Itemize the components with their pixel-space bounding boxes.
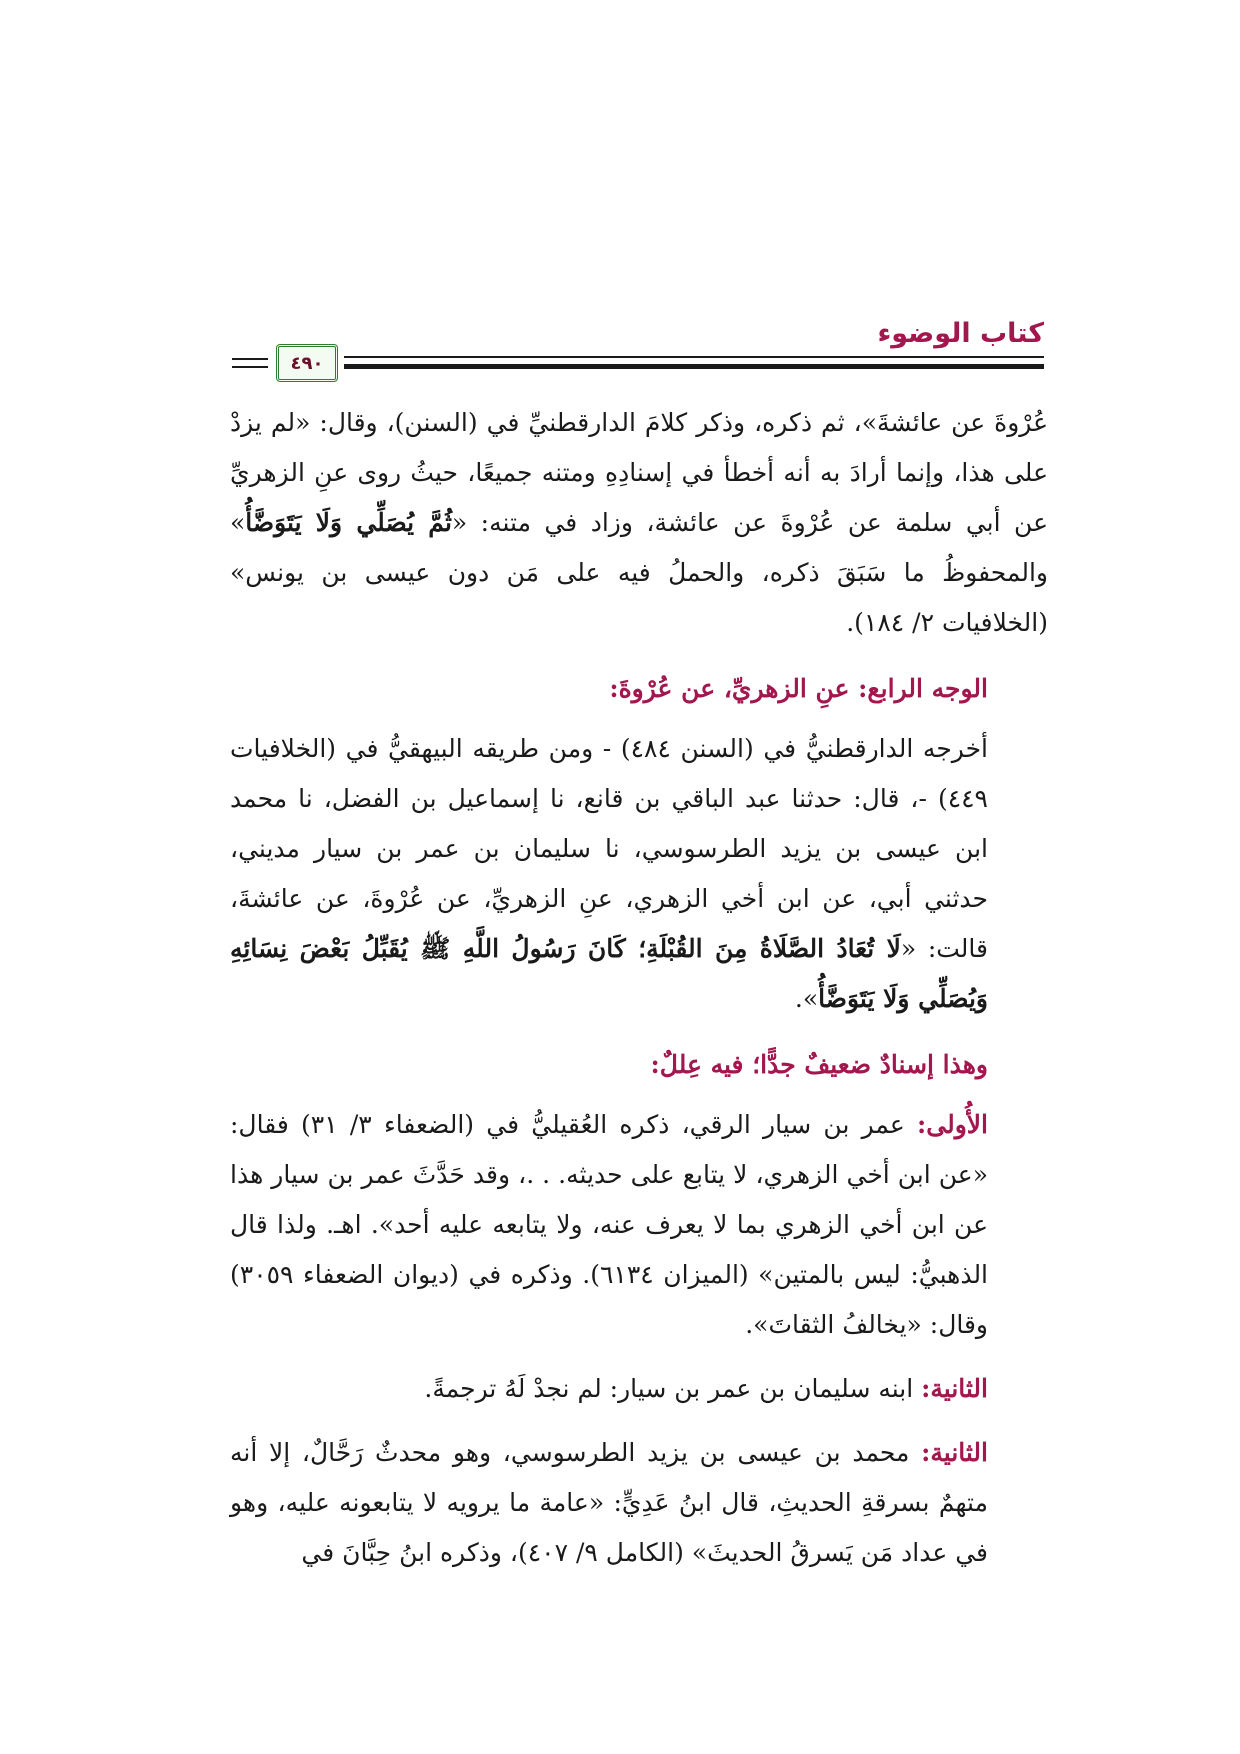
section-heading-fourth-aspect: الوجه الرابع: عنِ الزهريِّ، عن عُرْوةَ: (609, 674, 988, 703)
paragraph-5-text: محمد بن عيسى بن يزيد الطرسوسي، وهو محدثٌ رَحَّالٌ، إلا أنه متهمٌ بسرقةِ الحديثِ، قال ابنُ عَدِيٍّ: «عامة ما يرويه لا يتابعونه عليه، وهو في عداد مَن يَسرقُ الحديثَ» (الكامل ٩/ ٤٠٧)، وذكره ابنُ حِبَّانَ في (230, 1438, 988, 1567)
paragraph-2-quote: لَا تُعَادُ الصَّلَاةُ مِنَ القُبْلَةِ؛ كَانَ رَسُولُ اللَّهِ ﷺ يُقَبِّلُ بَعْضَ نِسَائِهِ وَيُصَلِّي وَلَا يَتَوَضَّأُ (230, 934, 988, 1013)
paragraph-1-text-b: » والمحفوظُ ما سَبَقَ ذكره، والحملُ فيه على مَن دون عيسى بن يونس» (الخلافيات ٢/ ١٨٤). (230, 508, 1048, 637)
header-rule-left-top (232, 358, 268, 360)
page-number: ٤٩٠ (290, 352, 324, 374)
paragraph-2-text-a: أخرجه الدارقطنيُّ في (السنن ٤٨٤) - ومن طريقه البيهقيُّ في (الخلافيات ٤٤٩) -، قال: حدثنا عبد الباقي بن قانع، نا إسماعيل بن الفضل، نا محمد ابن عيسى بن يزيد الطرسوسي، نا سليمان بن عمر بن سيار مديني، حدثني أبي، عن ابن أخي الزهري، عنِ الزهريِّ، عن عُرْوةَ، عن عائشةَ، قالت: « (230, 734, 988, 963)
paragraph-4-text: ابنه سليمان بن عمر بن سيار: لم نجدْ لَهُ ترجمةً. (424, 1374, 922, 1403)
paragraph-2-text-b: ». (794, 984, 819, 1013)
paragraph-1-quote: ثُمَّ يُصَلِّي وَلَا يَتَوَضَّأُ (245, 508, 452, 537)
paragraph-5-label: الثانية: (921, 1438, 988, 1467)
header-rule-left-bottom (232, 366, 268, 368)
paragraph-3 (230, 1100, 1048, 1350)
paragraph-1-text-a: عُرْوةَ عن عائشةَ»، ثم ذكره، وذكر كلامَ الدارقطنيِّ في (السنن)، وقال: «لم يزدْ على هذا، وإنما أرادَ به أنه أخطأ في إسنادِهِ ومتنه جميعًا، حيثُ روى عنِ الزهريِّ عن أبي سلمة عن عُرْوةَ عن عائشة، وزاد في متنه: « (230, 408, 1048, 537)
page-header (232, 318, 1044, 388)
paragraph-4-label: الثانية: (921, 1374, 988, 1403)
header-rule-thin (344, 356, 1044, 358)
paragraph-4 (230, 1364, 1048, 1414)
page-body (230, 398, 1048, 1578)
paragraph-3-label: الأُولى: (917, 1110, 988, 1139)
paragraph-5 (230, 1428, 1048, 1578)
header-rule-thick (344, 364, 1044, 369)
paragraph-3-text: عمر بن سيار الرقي، ذكره العُقيليُّ في (الضعفاء ٣/ ٣١) فقال: «عن ابن أخي الزهري، لا يتابع على حديثه. . .، وقد حَدَّثَ عمر بن سيار هذا عن ابن أخي الزهري بما لا يعرف عنه، ولا يتابعه عليه أحد». اهـ. ولذا قال الذهبيُّ: ليس بالمتين» (الميزان ٦١٣٤). وذكره في (ديوان الضعفاء ٣٠٥٩) وقال: «يخالفُ الثقاتَ». (230, 1110, 989, 1339)
section-heading-weak-chain: وهذا إسنادٌ ضعيفٌ جدًّا؛ فيه عِللٌ: (650, 1050, 988, 1079)
paragraph-2 (230, 724, 1048, 1024)
book-title: كتاب الوضوء (877, 318, 1044, 349)
page-number-badge (276, 344, 338, 382)
paragraph-1 (230, 398, 1048, 648)
